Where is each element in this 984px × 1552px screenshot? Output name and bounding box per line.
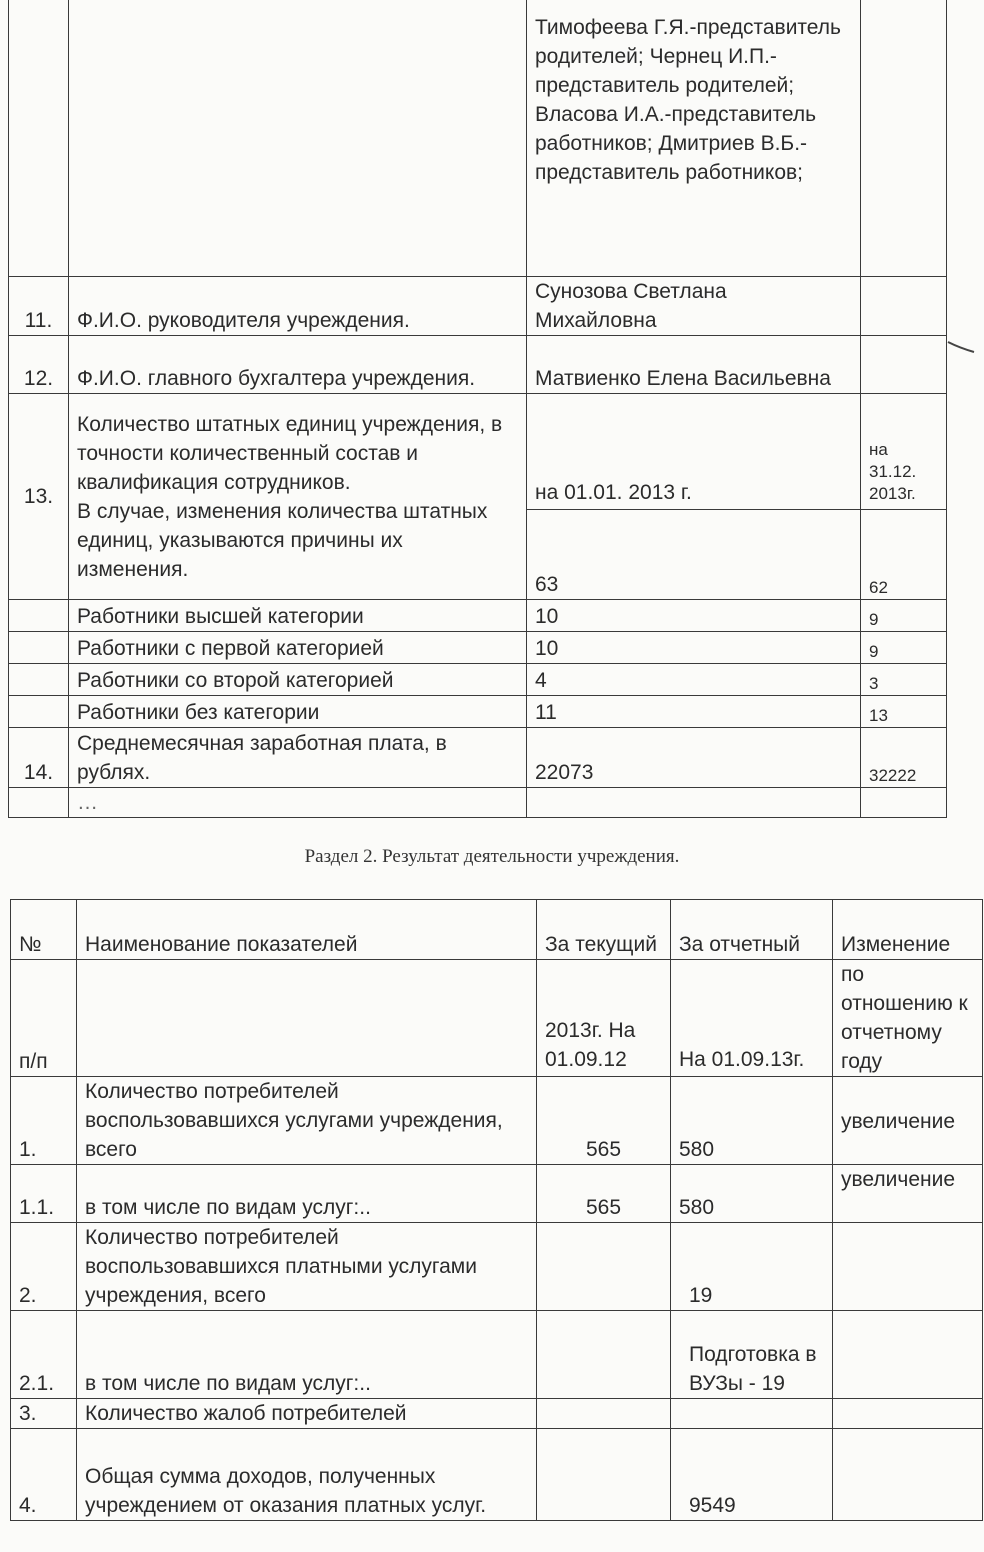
header-current: За текущий <box>537 900 671 960</box>
row-reported <box>671 1399 833 1429</box>
row-change: увеличение <box>833 1077 983 1165</box>
row-current <box>537 1399 671 1429</box>
category-start: 4 <box>527 664 861 696</box>
row-number: 2.1. <box>11 1311 77 1399</box>
table-row <box>9 0 947 277</box>
table-header-row <box>11 900 983 960</box>
ellipsis: … <box>69 788 527 818</box>
row-value: Сунозова Светлана Михайловна <box>527 277 861 336</box>
row-change <box>833 1223 983 1311</box>
results-table <box>10 899 983 1521</box>
salary-start: 22073 <box>527 728 861 788</box>
date-start: на 01.01. 2013 г. <box>527 394 861 510</box>
row-number: 12. <box>9 336 69 394</box>
table-row <box>9 632 947 664</box>
header-reported: За отчетный <box>671 900 833 960</box>
row-label: Ф.И.О. руководителя учреждения. <box>69 277 527 336</box>
row-reported: 580 <box>671 1077 833 1165</box>
header-change: Изменение <box>833 900 983 960</box>
staff-count-label-b: В случае, изменения количества штатных единиц, указываются причины их изменения. <box>77 499 488 581</box>
row-reported: Подготовка в ВУЗы - 19 <box>671 1311 833 1399</box>
table-row <box>9 728 947 788</box>
row-current: 565 <box>537 1077 671 1165</box>
row-label: Количество жалоб потребителей <box>77 1399 537 1429</box>
header-current-sub: 2013г. На 01.09.12 <box>537 960 671 1077</box>
header-name: Наименование показателей <box>77 900 537 960</box>
row-number: 4. <box>11 1429 77 1521</box>
table-row <box>11 1223 983 1311</box>
category-label: Работники с первой категорией <box>69 632 527 664</box>
category-start: 10 <box>527 600 861 632</box>
category-end: 13 <box>861 696 947 728</box>
table-row <box>9 336 947 394</box>
category-label: Работники без категории <box>69 696 527 728</box>
table-row <box>9 696 947 728</box>
row-number: 1.1. <box>11 1165 77 1223</box>
row-current: 565 <box>537 1165 671 1223</box>
row-label: Ф.И.О. главного бухгалтера учреждения. <box>69 336 527 394</box>
category-end: 9 <box>861 600 947 632</box>
row-reported: 9549 <box>671 1429 833 1521</box>
row-number: 1. <box>11 1077 77 1165</box>
category-start: 10 <box>527 632 861 664</box>
row-change: увеличение <box>833 1165 983 1223</box>
row-reported: 580 <box>671 1165 833 1223</box>
row-label: Общая сумма доходов, полученных учреждением от оказания платных услуг. <box>77 1429 537 1521</box>
staff-count-start: 63 <box>527 510 861 600</box>
row-change <box>833 1399 983 1429</box>
staff-count-label <box>69 394 527 600</box>
table-row <box>9 600 947 632</box>
row-label: Количество потребителей воспользовавшихся платными услугами учреждения, всего <box>77 1223 537 1311</box>
table-row <box>9 277 947 336</box>
row-number: 13. <box>9 394 69 600</box>
category-label: Работники высшей категории <box>69 600 527 632</box>
row-current <box>537 1429 671 1521</box>
header-number-sub: п/п <box>11 960 77 1077</box>
row-label: Количество потребителей воспользовавшихся услугами учреждения, всего <box>77 1077 537 1165</box>
row-value: Матвиенко Елена Васильевна <box>527 336 861 394</box>
staff-info-table <box>8 0 947 818</box>
row-number: 11. <box>9 277 69 336</box>
pen-mark-icon <box>946 336 976 358</box>
row-number: 3. <box>11 1399 77 1429</box>
table-row <box>11 1077 983 1165</box>
table-row <box>11 1311 983 1399</box>
category-end: 9 <box>861 632 947 664</box>
table-header-row <box>11 960 983 1077</box>
table-row <box>11 1165 983 1223</box>
header-reported-sub: На 01.09.13г. <box>671 960 833 1077</box>
header-change-sub: по отношению к отчетному году <box>833 960 983 1077</box>
staff-count-end: 62 <box>861 510 947 600</box>
row-change <box>833 1311 983 1399</box>
row-change <box>833 1429 983 1521</box>
row-extra <box>861 336 947 394</box>
category-label: Работники со второй категорией <box>69 664 527 696</box>
category-start: 11 <box>527 696 861 728</box>
category-end: 3 <box>861 664 947 696</box>
table-row <box>11 1399 983 1429</box>
committee-members: Тимофеева Г.Я.-представитель родителей; Чернец И.П.-представитель родителей; Власова И.А.-представитель работников; Дмитриев В.Б.-представитель работников; <box>527 0 861 277</box>
table-row <box>9 664 947 696</box>
row-number: 2. <box>11 1223 77 1311</box>
table-row <box>9 788 947 818</box>
row-reported: 19 <box>671 1223 833 1311</box>
date-end: на 31.12. 2013г. <box>861 394 947 510</box>
table-row <box>9 394 947 510</box>
row-number: 14. <box>9 728 69 788</box>
row-current <box>537 1311 671 1399</box>
row-extra <box>861 277 947 336</box>
salary-end: 32222 <box>861 728 947 788</box>
header-number: № <box>11 900 77 960</box>
table-row <box>11 1429 983 1521</box>
section-title: Раздел 2. Результат деятельности учреждения. <box>304 846 680 867</box>
row-current <box>537 1223 671 1311</box>
row-label: в том числе по видам услуг:.. <box>77 1311 537 1399</box>
salary-label: Среднемесячная заработная плата, в рублях. <box>69 728 527 788</box>
row-label: в том числе по видам услуг:.. <box>77 1165 537 1223</box>
staff-count-label-a: Количество штатных единиц учреждения, в точности количественный состав и квалификация сотрудников. <box>77 412 503 494</box>
